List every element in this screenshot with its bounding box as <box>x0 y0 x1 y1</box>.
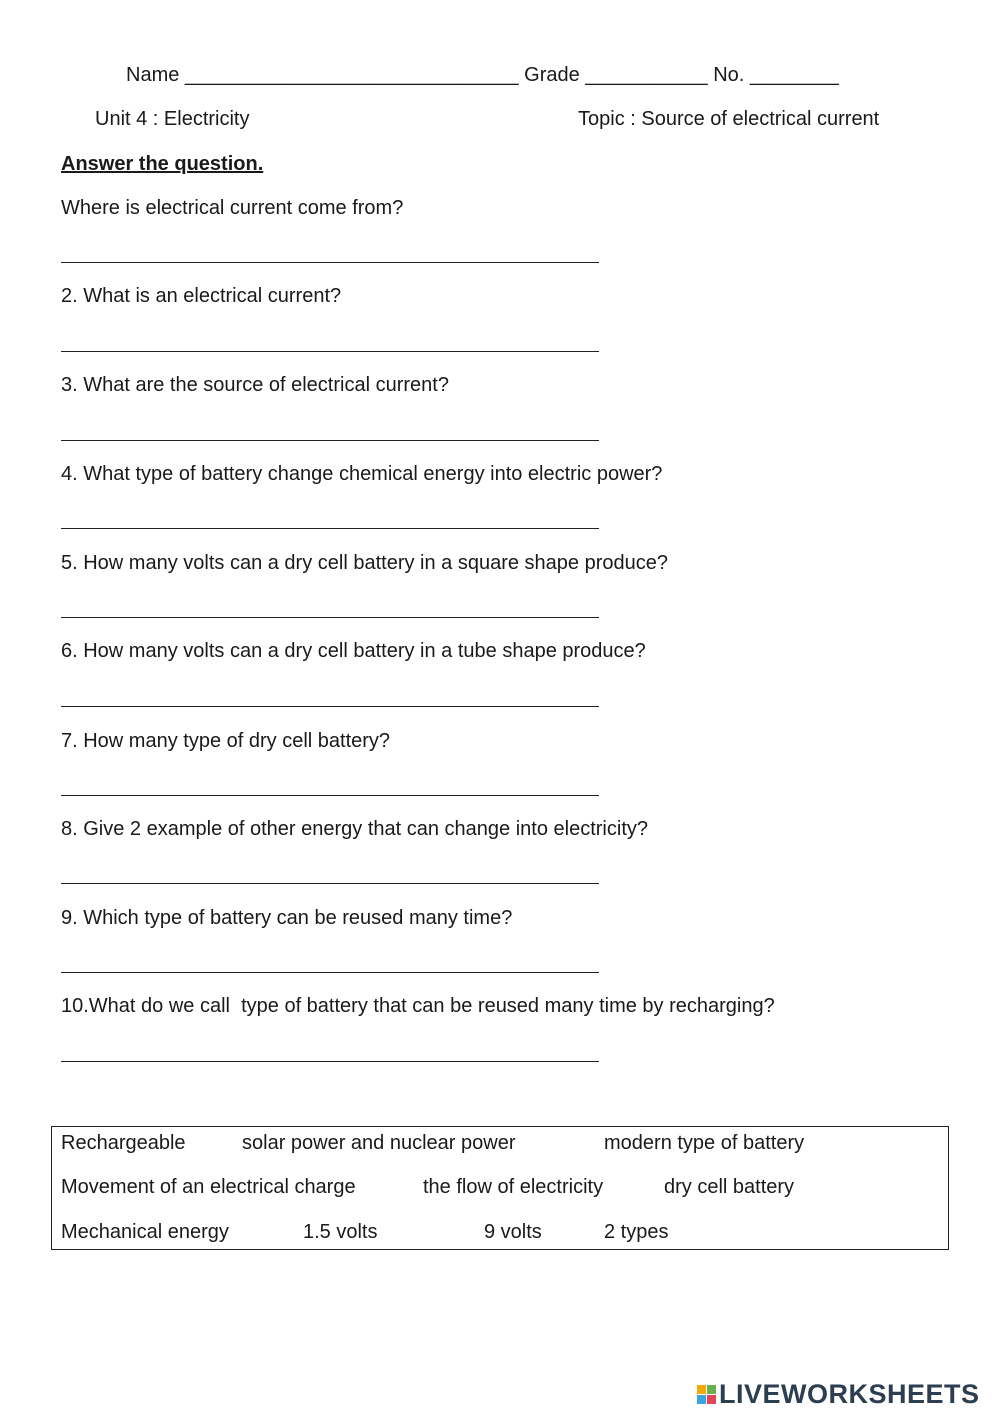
question-4: 4. What type of battery change chemical energy into electric power? <box>61 463 663 485</box>
logo-square-icon <box>697 1385 706 1394</box>
answer-line-2[interactable] <box>61 351 599 352</box>
instruction-heading: Answer the question. <box>61 153 264 175</box>
word-bank-item[interactable]: Rechargeable <box>61 1132 186 1154</box>
answer-line-9[interactable] <box>61 972 599 973</box>
word-bank-item[interactable]: 1.5 volts <box>303 1221 378 1243</box>
word-bank-item[interactable]: 9 volts <box>484 1221 542 1243</box>
logo-square-icon <box>707 1385 716 1394</box>
question-3: 3. What are the source of electrical current? <box>61 374 449 396</box>
question-6: 6. How many volts can a dry cell battery in a tube shape produce? <box>61 640 646 662</box>
topic-title: Topic : Source of electrical current <box>578 108 880 130</box>
answer-line-8[interactable] <box>61 883 599 884</box>
question-7: 7. How many type of dry cell battery? <box>61 730 391 752</box>
question-9: 9. Which type of battery can be reused many time? <box>61 907 513 929</box>
logo-mark-icon <box>697 1385 716 1404</box>
word-bank-item[interactable]: modern type of battery <box>604 1132 805 1154</box>
word-bank-item[interactable]: the flow of electricity <box>423 1176 604 1198</box>
answer-line-10[interactable] <box>61 1061 599 1062</box>
logo-text: LIVEWORKSHEETS <box>719 1378 980 1409</box>
name-grade-number-line: Name ______________________________ Grade ___________ No. ________ <box>126 64 839 86</box>
word-bank-item[interactable]: dry cell battery <box>664 1176 795 1198</box>
question-1: Where is electrical current come from? <box>61 197 404 219</box>
word-bank-item[interactable]: 2 types <box>604 1221 669 1243</box>
question-8: 8. Give 2 example of other energy that can change into electricity? <box>61 818 649 840</box>
word-bank-item[interactable]: Mechanical energy <box>61 1221 229 1243</box>
answer-line-3[interactable] <box>61 440 599 441</box>
word-bank-item[interactable]: Movement of an electrical charge <box>61 1176 356 1198</box>
unit-title: Unit 4 : Electricity <box>95 108 250 130</box>
question-2: 2. What is an electrical current? <box>61 285 342 307</box>
answer-line-1[interactable] <box>61 262 599 263</box>
word-bank-item[interactable]: solar power and nuclear power <box>242 1132 516 1154</box>
logo-square-icon <box>697 1395 706 1404</box>
answer-line-6[interactable] <box>61 706 599 707</box>
question-5: 5. How many volts can a dry cell battery in a square shape produce? <box>61 552 668 574</box>
question-10: 10.What do we call type of battery that can be reused many time by recharging? <box>61 995 775 1017</box>
answer-line-5[interactable] <box>61 617 599 618</box>
answer-line-4[interactable] <box>61 528 599 529</box>
liveworksheets-logo <box>697 1378 980 1410</box>
logo-square-icon <box>707 1395 716 1404</box>
answer-line-7[interactable] <box>61 795 599 796</box>
